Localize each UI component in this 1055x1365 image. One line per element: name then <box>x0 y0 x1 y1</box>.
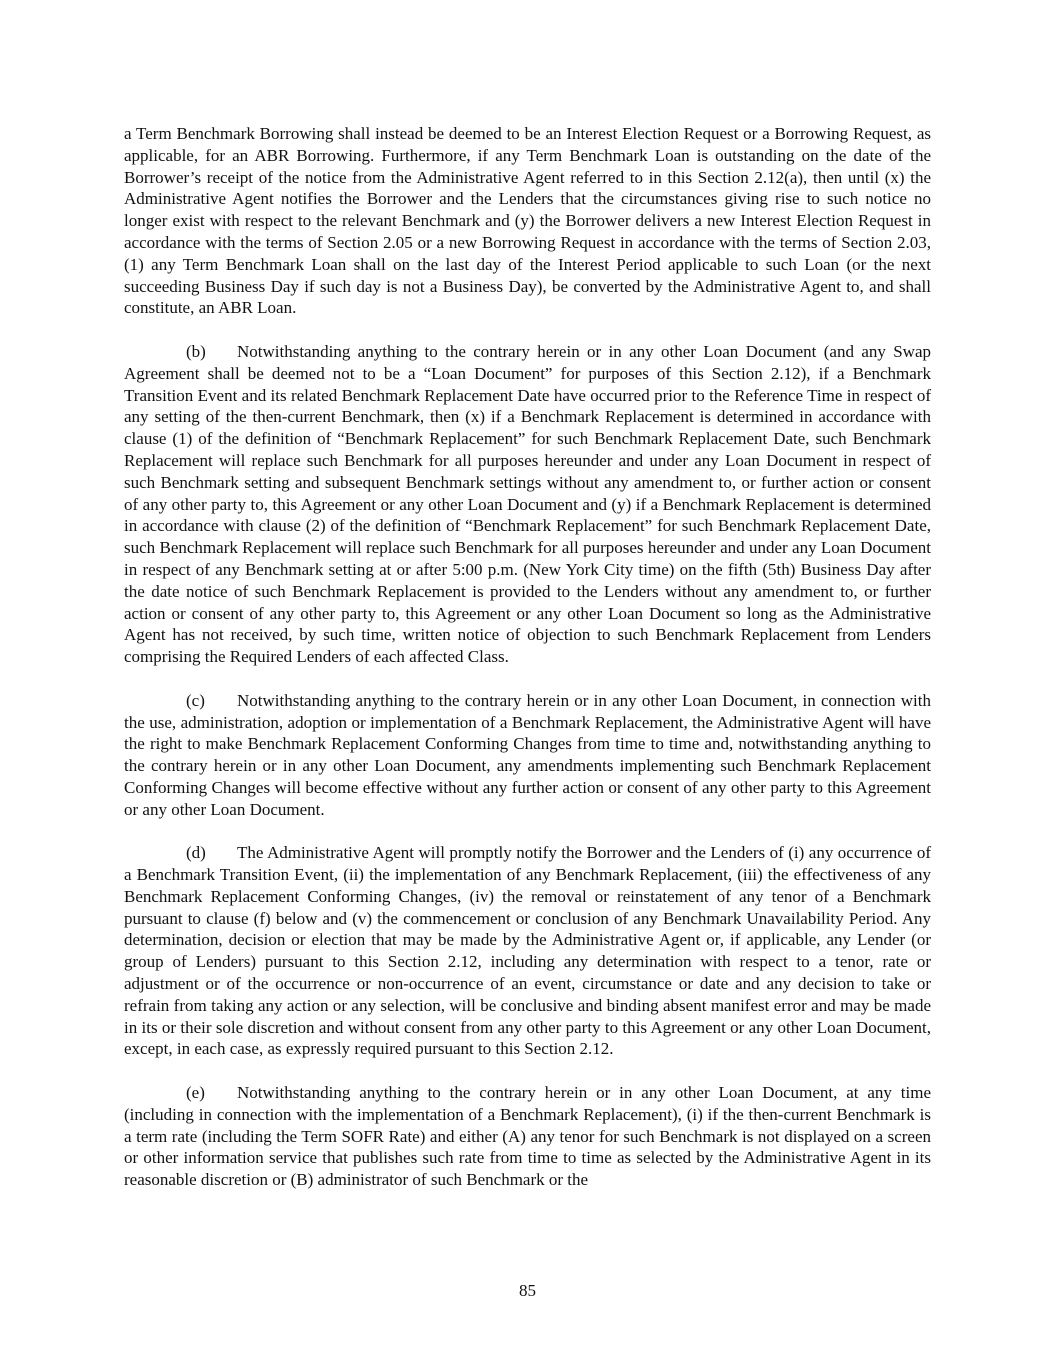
paragraph-text: Notwithstanding anything to the contrary herein or in any other Loan Document (and any Swap Agreement shall be deemed not to be a “Loan Document” for purposes of this Section 2.12), if a Benchmark Transition Event and its related Benchmark Replacement Date have occurred prior to the Reference Time in respect of any setting of the then-current Benchmark, then (x) if a Benchmark Replacement is determined in accordance with clause (1) of the definition of “Benchmark Replacement” for such Benchmark Replacement Date, such Benchmark Replacement will replace such Benchmark for all purposes hereunder and under any Loan Document in respect of such Benchmark setting and subsequent Benchmark settings without any amendment to, or further action or consent of any other party to, this Agreement or any other Loan Document and (y) if a Benchmark Replacement is determined in accordance with clause (2) of the definition of “Benchmark Replacement” for such Benchmark Replacement Date, such Benchmark Replacement will replace such Benchmark for all purposes hereunder and under any Loan Document in respect of any Benchmark setting at or after 5:00 p.m. (New York City time) on the fifth (5th) Business Day after the date notice of such Benchmark Replacement is provided to the Lenders without any amendment to, or further action or consent of any other party to, this Agreement or any other Loan Document so long as the Administrative Agent has not received, by such time, written notice of objection to such Benchmark Replacement from Lenders comprising the Required Lenders of each affected Class. <box>124 341 931 667</box>
paragraph-b <box>124 341 931 668</box>
paragraph-text: The Administrative Agent will promptly notify the Borrower and the Lenders of (i) any occurrence of a Benchmark Transition Event, (ii) the implementation of any Benchmark Replacement, (iii) the effectiveness of any Benchmark Replacement Conforming Changes, (iv) the removal or reinstatement of any tenor of a Benchmark pursuant to clause (f) below and (v) the commencement or conclusion of any Benchmark Unavailability Period. Any determination, decision or election that may be made by the Administrative Agent or, if applicable, any Lender (or group of Lenders) pursuant to this Section 2.12, including any determination with respect to a tenor, rate or adjustment or of the occurrence or non-occurrence of an event, circumstance or date and any decision to take or refrain from taking any action or any selection, will be conclusive and binding absent manifest error and may be made in its or their sole discretion and without consent from any other party to this Agreement or any other Loan Document, except, in each case, as expressly required pursuant to this Section 2.12. <box>124 843 931 1059</box>
paragraph-text: Notwithstanding anything to the contrary herein or in any other Loan Document, at any time (including in connection with the implementation of a Benchmark Replacement), (i) if the then-current Benchmark is a term rate (including the Term SOFR Rate) and either (A) any tenor for such Benchmark is not displayed on a screen or other information service that publishes such rate from time to time as selected by the Administrative Agent in its reasonable discretion or (B) administrator of such Benchmark or the <box>124 1083 931 1190</box>
paragraph-c <box>124 690 931 821</box>
paragraph-continuation <box>124 123 931 319</box>
clause-label-b: (b) <box>186 341 206 361</box>
document-body <box>124 123 931 1191</box>
paragraph-text: Notwithstanding anything to the contrary herein or in any other Loan Document, in connection with the use, administration, adoption or implementation of a Benchmark Replacement, the Administrative Agent will have the right to make Benchmark Replacement Conforming Changes from time to time and, notwithstanding anything to the contrary herein or in any other Loan Document, any amendments implementing such Benchmark Replacement Conforming Changes will become effective without any further action or consent of any other party to this Agreement or any other Loan Document. <box>124 690 931 819</box>
clause-label-e: (e) <box>186 1083 205 1103</box>
paragraph-text: a Term Benchmark Borrowing shall instead be deemed to be an Interest Election Request or a Borrowing Request, as applicable, for an ABR Borrowing. Furthermore, if any Term Benchmark Loan is outstanding on the date of the Borrower’s receipt of the notice from the Administrative Agent referred to in this Section 2.12(a), then until (x) the Administrative Agent notifies the Borrower and the Lenders that the circumstances giving rise to such notice no longer exist with respect to the relevant Benchmark and (y) the Borrower delivers a new Interest Election Request in accordance with the terms of Section 2.05 or a new Borrowing Request in accordance with the terms of Section 2.03, (1) any Term Benchmark Loan shall on the last day of the Interest Period applicable to such Loan (or the next succeeding Business Day if such day is not a Business Day), be converted by the Administrative Agent to, and shall constitute, an ABR Loan. <box>124 124 931 318</box>
paragraph-d <box>124 842 931 1060</box>
clause-label-d: (d) <box>186 843 206 863</box>
paragraph-e <box>124 1082 931 1191</box>
page-number: 85 <box>519 1281 536 1300</box>
clause-label-c: (c) <box>186 690 205 710</box>
